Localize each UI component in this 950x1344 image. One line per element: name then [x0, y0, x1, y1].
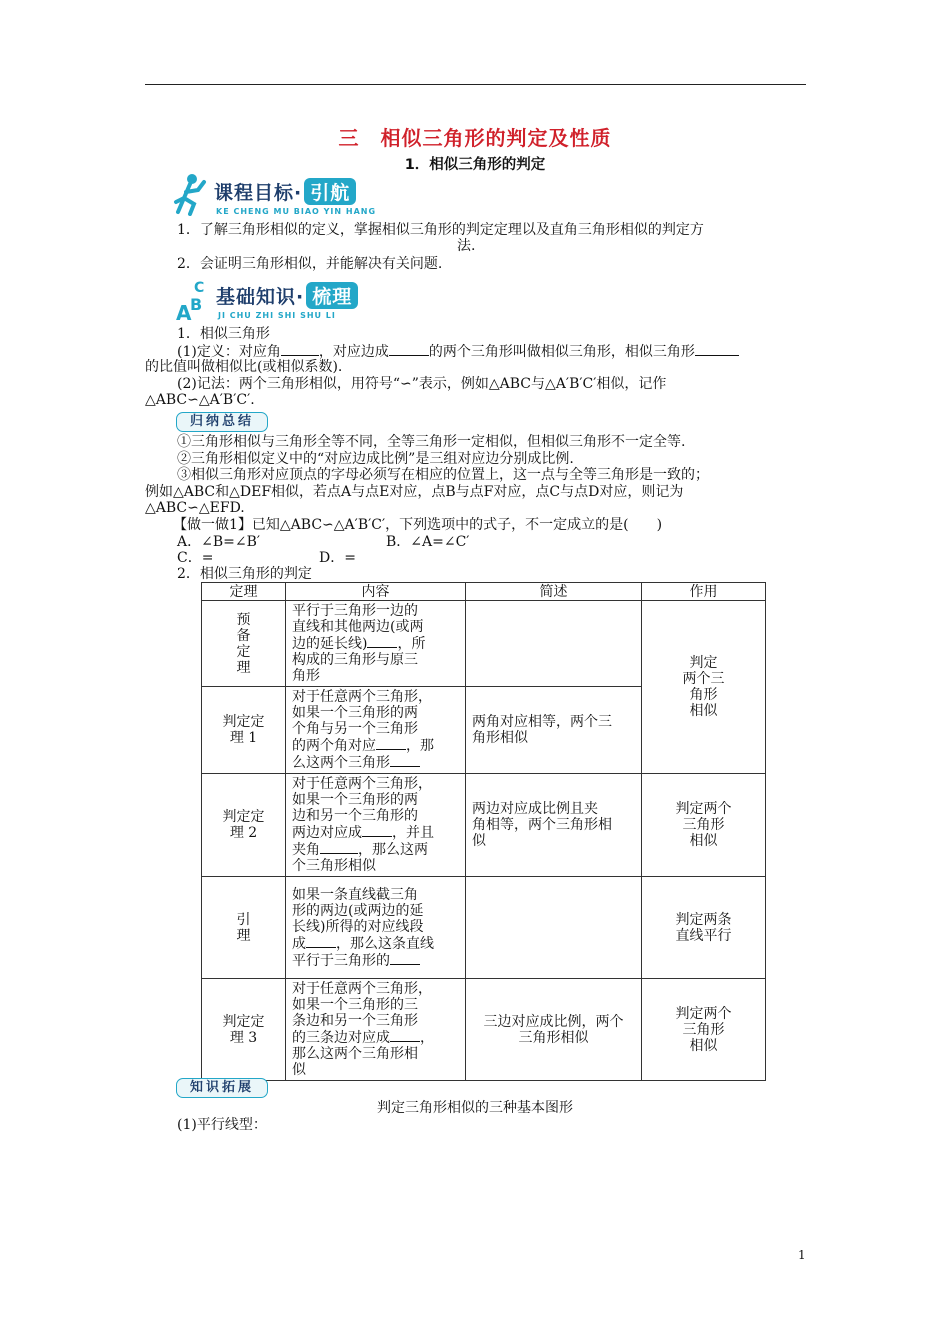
- theorem-summary-preparatory: [466, 601, 642, 687]
- notation-line1: (2)记法：两个三角形相似，用符号“∽”表示，例如△ABC与△A′B′C′相似，记作: [177, 376, 667, 392]
- table-header-content: 内容: [286, 583, 466, 601]
- blank-angle[interactable]: [281, 343, 319, 356]
- lemma-summary: [466, 877, 642, 979]
- theorem-summary-3: 三边对应成比例，两个 三角形相似: [466, 979, 642, 1081]
- similarity-theorems-table: [201, 582, 766, 1081]
- section-subtitle: 1．相似三角形的判定: [404, 157, 546, 173]
- theorem-content-preparatory: 平行于三角形一边的 直线和其他两边(或两 边的延长线) ，所 构成的三角形与原三 角形: [286, 601, 466, 687]
- option-a[interactable]: A．∠B=∠B′: [177, 534, 261, 550]
- goal-1-line1: 1．了解三角形相似的定义，掌握相似三角形的判定定理以及直角三角形相似的判定方: [177, 222, 704, 238]
- theorem-use-3: 判定两个 三角形 相似: [642, 979, 766, 1081]
- option-b[interactable]: B．∠A=∠C′: [386, 534, 470, 550]
- blank-prep[interactable]: [367, 635, 397, 648]
- summary-tag: 归纳总结: [176, 412, 268, 432]
- option-d[interactable]: D．=: [319, 550, 356, 566]
- definition-line2: 的比值叫做相似比(或相似系数).: [145, 359, 343, 375]
- table-header-summary: 简述: [466, 583, 642, 601]
- extension-item-1: (1)平行线型：: [177, 1117, 267, 1133]
- goal-1-line2: 法.: [457, 238, 476, 254]
- def-part-c: 的两个三角形叫做相似三角形，相似三角形: [428, 344, 695, 360]
- table-row: [202, 774, 766, 877]
- blank-ratio[interactable]: [389, 343, 429, 356]
- summary-point-3-line2: 例如△ABC和△DEF相似，若点A与点E对应，点B与点F对应，点C与点D对应，则记为: [145, 484, 684, 500]
- chapter-title: 三 相似三角形的判定及性质: [338, 126, 612, 150]
- basic-banner-pill: 梳理: [306, 282, 358, 309]
- blank-lemma-side[interactable]: [390, 952, 420, 965]
- runner-icon: [172, 172, 214, 216]
- notation-line2: △ABC∽△A′B′C′.: [145, 392, 255, 408]
- page-number: 1: [798, 1248, 806, 1262]
- goal-banner-title: 课程目标·: [214, 182, 303, 204]
- summary-point-2: ②三角形相似定义中的“对应边成比例”是三组对应边分别成比例.: [177, 451, 574, 467]
- table-header-theorem: 定理: [202, 583, 286, 601]
- table-row: [202, 877, 766, 979]
- blank-t3-ratio[interactable]: [390, 1029, 420, 1042]
- abc-letters-icon: [172, 276, 216, 322]
- theorem-content-2: 对于任意两个三角形， 如果一个三角形的两 边和另一个三角形的 两边对应成 ，并且 夹角 ，那么这两 个三角形相似: [286, 774, 466, 877]
- theorem-use-triangles-similar: 判定 两个三 角形 相似: [642, 601, 766, 774]
- section1-heading: 1．相似三角形: [177, 326, 270, 342]
- table-row: [202, 979, 766, 1081]
- lemma-content: 如果一条直线截三角 形的两边(或两边的延 长线)所得的对应线段 成 ，那么这条直线 平行于三角形的: [286, 877, 466, 979]
- blank-t2-ratio[interactable]: [362, 824, 392, 837]
- option-c[interactable]: C．=: [177, 550, 214, 566]
- theorem-name-2: 判定定 理 2: [202, 774, 286, 877]
- def-part-a: (1)定义：对应角: [177, 344, 281, 360]
- theorem-summary-2: 两边对应成比例且夹 角相等，两个三角形相 似: [466, 774, 642, 877]
- summary-point-3-line1: ③相似三角形对应顶点的字母必须写在相应的位置上，这一点与全等三角形是一致的；: [177, 467, 709, 483]
- basic-banner-title: 基础知识·: [216, 286, 305, 308]
- table-row: [202, 601, 766, 687]
- theorem-name-1: 判定定 理 1: [202, 687, 286, 774]
- extension-caption: 判定三角形相似的三种基本图形: [377, 1100, 573, 1116]
- theorem-content-1: 对于任意两个三角形， 如果一个三角形的两 个角与另一个三角形 的两个角对应 ，那 么这两个三角形: [286, 687, 466, 774]
- theorem-summary-1: 两角对应相等，两个三 角形相似: [466, 687, 642, 774]
- definition-line1: [177, 343, 739, 360]
- goal-2: 2．会证明三角形相似，并能解决有关问题.: [177, 256, 443, 272]
- header-rule: [145, 84, 806, 85]
- table-header-use: 作用: [642, 583, 766, 601]
- basic-banner-pinyin: JI CHU ZHI SHI SHU LI: [218, 311, 336, 320]
- goal-banner-pill: 引航: [304, 178, 356, 205]
- theorem-name-preparatory: 预 备 定 理: [202, 601, 286, 687]
- theorem-name-3: 判定定 理 3: [202, 979, 286, 1081]
- blank-t2-angle[interactable]: [320, 841, 358, 854]
- theorem-content-3: 对于任意两个三角形， 如果一个三角形的三 条边和另一个三角形 的三条边对应成 ， 那么这两个三角形相 似: [286, 979, 466, 1081]
- svg-text:A: A: [176, 301, 192, 322]
- lemma-use: 判定两条 直线平行: [642, 877, 766, 979]
- blank-corr-side[interactable]: [695, 343, 739, 356]
- theorem-use-2: 判定两个 三角形 相似: [642, 774, 766, 877]
- blank-t1-angles[interactable]: [376, 737, 406, 750]
- extension-tag: 知识拓展: [176, 1078, 268, 1098]
- def-part-b: ，对应边成: [318, 344, 389, 360]
- blank-lemma-ratio[interactable]: [306, 935, 336, 948]
- svg-text:B: B: [190, 295, 203, 314]
- svg-text:C: C: [194, 280, 205, 296]
- lemma-name: 引 理: [202, 877, 286, 979]
- goal-banner-pinyin: KE CHENG MU BIAO YIN HANG: [216, 207, 377, 216]
- summary-point-1: ①三角形相似与三角形全等不同，全等三角形一定相似，但相似三角形不一定全等.: [177, 434, 686, 450]
- section2-heading: 2．相似三角形的判定: [177, 566, 312, 582]
- exercise-stem: 【做一做1】已知△ABC∽△A′B′C′，下列选项中的式子，不一定成立的是( ): [173, 517, 663, 533]
- basic-knowledge-banner: [172, 276, 402, 322]
- summary-point-3-line3: △ABC∽△EFD.: [145, 500, 245, 516]
- blank-t1-conclusion[interactable]: [390, 754, 420, 767]
- course-goals-banner: [172, 172, 382, 218]
